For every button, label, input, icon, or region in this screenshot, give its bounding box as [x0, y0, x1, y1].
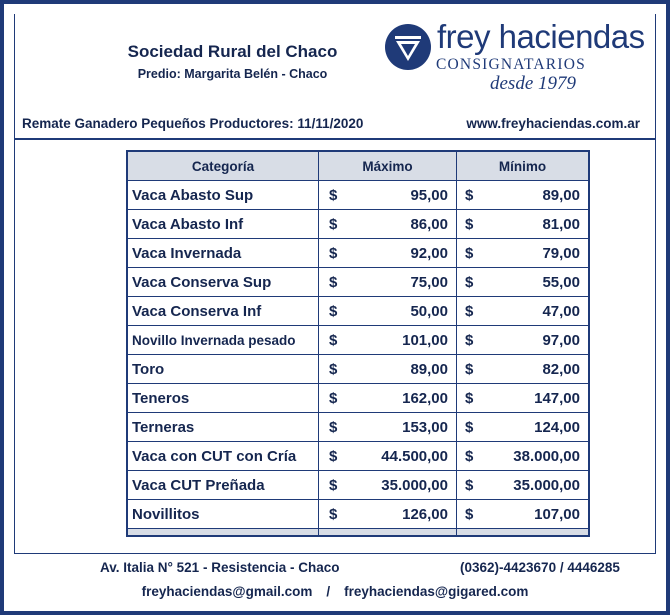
table-row [127, 442, 589, 471]
table-end-cell [457, 529, 488, 537]
table-row [127, 500, 589, 529]
max-currency-cell: $ [319, 181, 352, 210]
table-end-cell [351, 529, 457, 537]
table-row [127, 355, 589, 384]
column-header-min: Mínimo [457, 151, 590, 181]
table-row [127, 181, 589, 210]
table-end-row [127, 529, 589, 537]
min-currency-cell: $ [457, 297, 488, 326]
logo-tagline: CONSIGNATARIOS [436, 56, 586, 73]
min-price-cell: 47,00 [487, 297, 589, 326]
email-link-gmail[interactable]: freyhaciendas@gmail.com [141, 584, 313, 599]
max-price-cell: 162,00 [351, 384, 457, 413]
logo-name: frey haciendas [437, 18, 645, 55]
category-cell: Vaca Abasto Inf [127, 210, 319, 239]
table-row [127, 384, 589, 413]
min-currency-cell: $ [457, 268, 488, 297]
min-currency-cell: $ [457, 355, 488, 384]
table-end-cell [487, 529, 589, 537]
email-separator: / [326, 584, 331, 599]
max-price-cell: 153,00 [351, 413, 457, 442]
category-cell: Teneros [127, 384, 319, 413]
max-currency-cell: $ [319, 268, 352, 297]
category-cell: Terneras [127, 413, 319, 442]
min-currency-cell: $ [457, 326, 488, 355]
min-price-cell: 82,00 [487, 355, 589, 384]
min-currency-cell: $ [457, 413, 488, 442]
max-price-cell: 95,00 [351, 181, 457, 210]
table-end-cell [319, 529, 352, 537]
table-row [127, 413, 589, 442]
min-currency-cell: $ [457, 181, 488, 210]
min-price-cell: 55,00 [487, 268, 589, 297]
max-currency-cell: $ [319, 471, 352, 500]
max-price-cell: 44.500,00 [351, 442, 457, 471]
min-price-cell: 147,00 [487, 384, 589, 413]
category-cell: Vaca Conserva Sup [127, 268, 319, 297]
category-cell: Novillo Invernada pesado [127, 326, 319, 355]
org-title: Sociedad Rural del Chaco [127, 42, 338, 61]
max-currency-cell: $ [319, 326, 352, 355]
max-price-cell: 89,00 [351, 355, 457, 384]
min-currency-cell: $ [457, 500, 488, 529]
min-currency-cell: $ [457, 210, 488, 239]
price-table [126, 150, 590, 537]
category-cell: Vaca Invernada [127, 239, 319, 268]
column-header-max: Máximo [319, 151, 457, 181]
max-currency-cell: $ [319, 210, 352, 239]
max-currency-cell: $ [319, 297, 352, 326]
min-currency-cell: $ [457, 384, 488, 413]
min-price-cell: 107,00 [487, 500, 589, 529]
table-row [127, 471, 589, 500]
max-price-cell: 86,00 [351, 210, 457, 239]
logo-since: desde 1979 [490, 73, 577, 94]
table-row [127, 268, 589, 297]
min-price-cell: 89,00 [487, 181, 589, 210]
min-price-cell: 79,00 [487, 239, 589, 268]
max-currency-cell: $ [319, 239, 352, 268]
event-title: Remate Ganadero Pequeños Productores: 11/11/2020 [22, 116, 364, 131]
frey-logo-triangle-icon [384, 23, 432, 71]
column-header-category: Categoría [127, 151, 319, 181]
max-price-cell: 75,00 [351, 268, 457, 297]
category-cell: Vaca Abasto Sup [127, 181, 319, 210]
min-price-cell: 124,00 [487, 413, 589, 442]
footer-address: Av. Italia N° 521 - Resistencia - Chaco [100, 560, 340, 575]
category-cell: Vaca con CUT con Cría [127, 442, 319, 471]
header-divider [14, 138, 656, 140]
min-currency-cell: $ [457, 239, 488, 268]
category-cell: Vaca CUT Preñada [127, 471, 319, 500]
max-currency-cell: $ [319, 384, 352, 413]
website-link[interactable]: www.freyhaciendas.com.ar [466, 116, 640, 131]
max-price-cell: 35.000,00 [351, 471, 457, 500]
category-cell: Toro [127, 355, 319, 384]
min-price-cell: 81,00 [487, 210, 589, 239]
table-end-cell [127, 529, 319, 537]
org-subtitle: Predio: Margarita Belén - Chaco [137, 67, 328, 81]
table-header-row [127, 151, 589, 181]
min-price-cell: 35.000,00 [487, 471, 589, 500]
table-row [127, 239, 589, 268]
min-price-cell: 38.000,00 [487, 442, 589, 471]
max-price-cell: 92,00 [351, 239, 457, 268]
table-row [127, 210, 589, 239]
table-row [127, 326, 589, 355]
min-currency-cell: $ [457, 442, 488, 471]
max-price-cell: 50,00 [351, 297, 457, 326]
min-price-cell: 97,00 [487, 326, 589, 355]
max-currency-cell: $ [319, 355, 352, 384]
email-link-gigared[interactable]: freyhaciendas@gigared.com [344, 584, 529, 599]
max-currency-cell: $ [319, 442, 352, 471]
max-price-cell: 126,00 [351, 500, 457, 529]
category-cell: Vaca Conserva Inf [127, 297, 319, 326]
footer-phone: (0362)-4423670 / 4446285 [460, 560, 620, 575]
max-currency-cell: $ [319, 413, 352, 442]
max-price-cell: 101,00 [351, 326, 457, 355]
max-currency-cell: $ [319, 500, 352, 529]
table-body [127, 181, 589, 537]
footer-emails [0, 584, 670, 599]
min-currency-cell: $ [457, 471, 488, 500]
table-row [127, 297, 589, 326]
category-cell: Novillitos [127, 500, 319, 529]
